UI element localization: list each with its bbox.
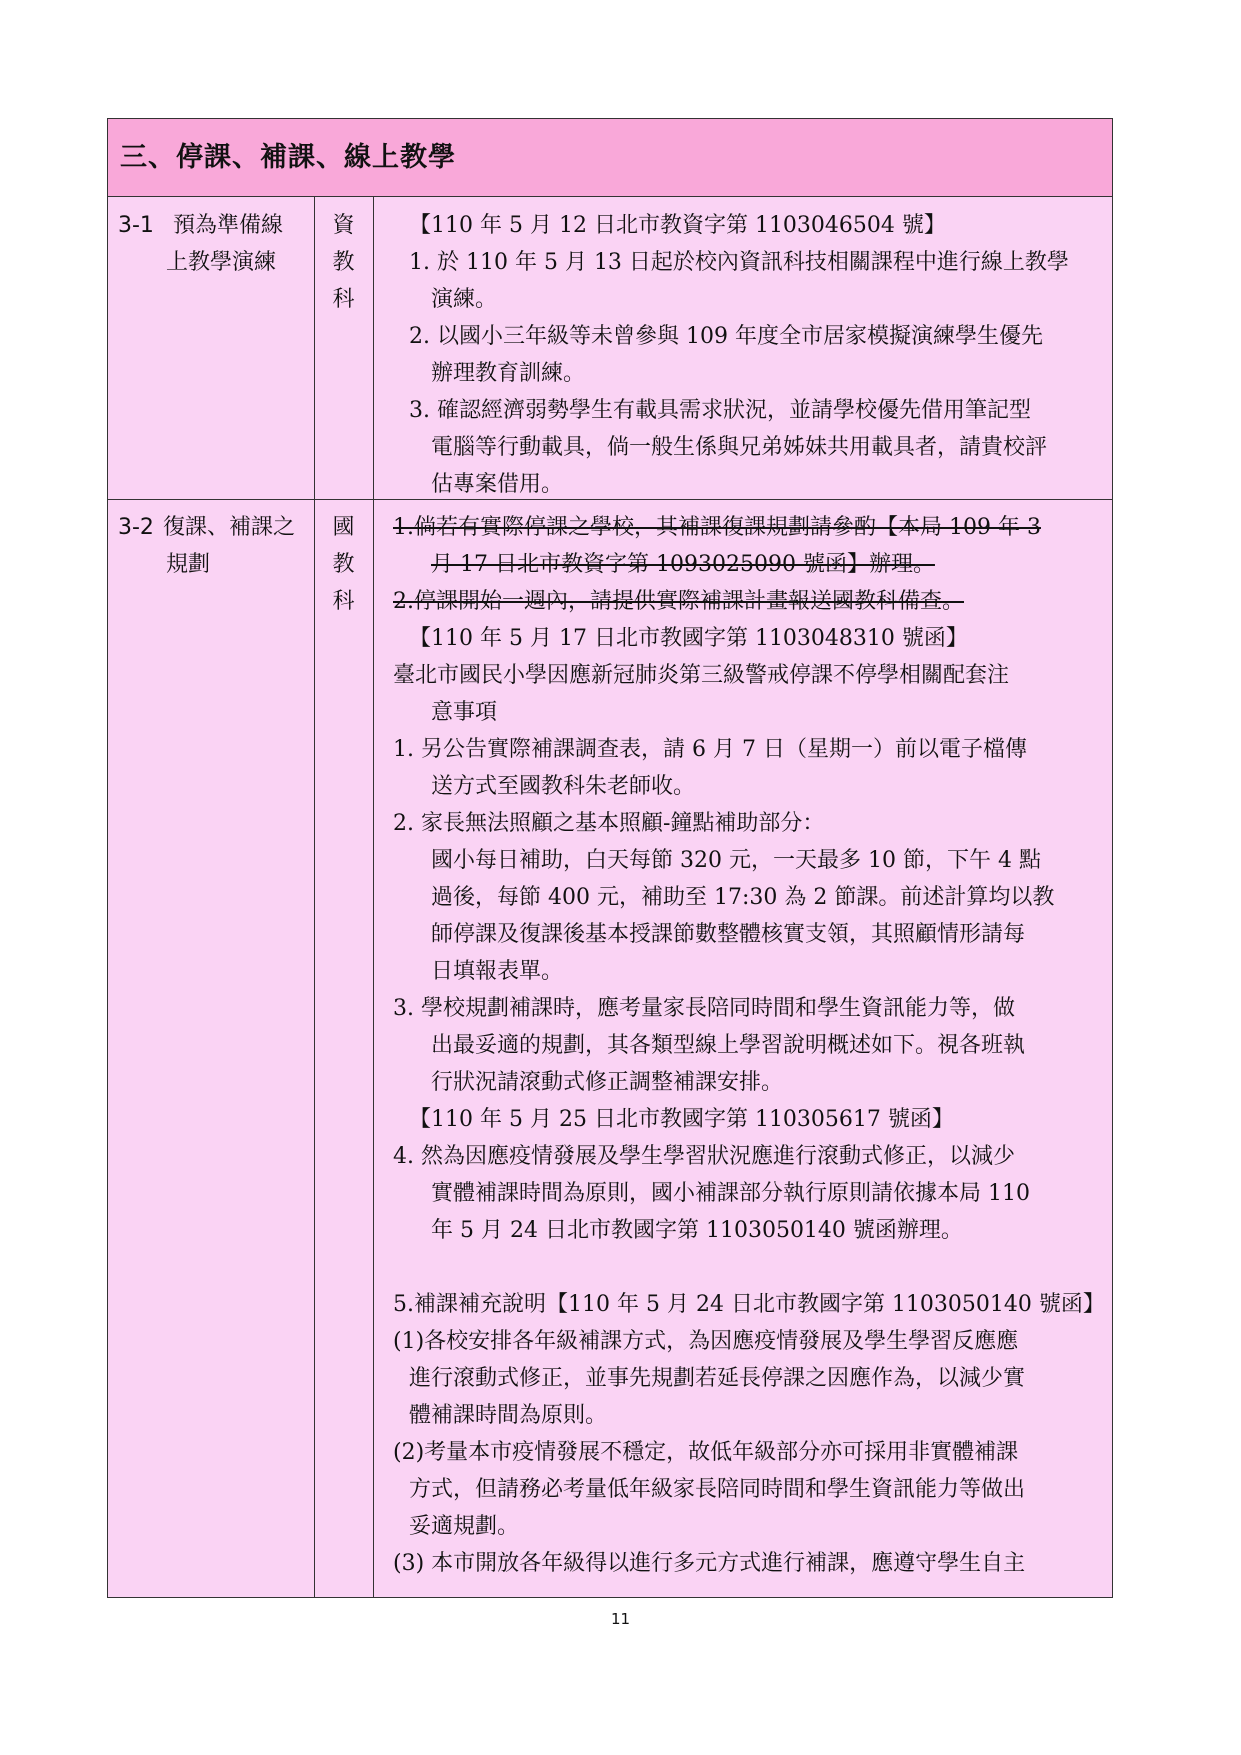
content-line: 師停課及復課後基本授課節數整體核實支領，其照顧情形請每 (431, 922, 1026, 947)
content-line: 【110 年 5 月 17 日北市教國字第 1103048310 號函】 (409, 626, 968, 651)
dept-char: 教 (332, 250, 355, 275)
struck-content-line: 月 17 日北市教資字第 1093025090 號函】辦理。 (431, 552, 935, 577)
content-line: 年 5 月 24 日北市教國字第 1103050140 號函辦理。 (431, 1218, 963, 1243)
content-line: 2. 家長無法照顧之基本照顧-鐘點補助部分： (393, 811, 825, 836)
content-line: 實體補課時間為原則，國小補課部分執行原則請依據本局 110 (431, 1181, 1030, 1206)
content-line: 【110 年 5 月 12 日北市教資字第 1103046504 號】 (409, 213, 946, 238)
row-3-2-content (393, 509, 1105, 1582)
struck-content-line: 2.停課開始一週內，請提供實際補課計畫報送國教科備查。 (393, 589, 964, 614)
row-3-2-item-cell (118, 509, 308, 583)
row-3-1-item-title-line2: 上教學演練 (166, 250, 277, 275)
column-divider-dept (373, 197, 374, 1597)
dept-char: 科 (332, 287, 355, 312)
content-line: 演練。 (431, 287, 498, 312)
content-line: 體補課時間為原則。 (409, 1403, 608, 1428)
content-line: (2)考量本市疫情發展不穩定，故低年級部分亦可採用非實體補課 (393, 1440, 1019, 1465)
content-line: 過後，每節 400 元，補助至 17:30 為 2 節課。前述計算均以教 (431, 885, 1055, 910)
dept-char: 科 (332, 589, 355, 614)
content-line: 電腦等行動載具，倘一般生係與兄弟姊妹共用載具者，請貴校評 (431, 435, 1048, 460)
content-line: 2. 以國小三年級等未曾參與 109 年度全市居家模擬演練學生優先 (409, 324, 1043, 349)
content-line: 4. 然為因應疫情發展及學生學習狀況應進行滾動式修正，以減少 (393, 1144, 1015, 1169)
row-3-1-item-number: 3-1 (118, 213, 154, 238)
content-line: 意事項 (431, 700, 498, 725)
content-line: 出最妥適的規劃，其各類型線上學習說明概述如下。視各班執 (431, 1033, 1026, 1058)
struck-content-line: 1.倘若有實際停課之學校，其補課復課規劃請參酌【本局 109 年 3 (393, 515, 1041, 540)
blank-line (393, 1249, 1101, 1286)
content-line: 估專案借用。 (431, 472, 564, 497)
row-3-1-item-title-line1: 預為準備線 (172, 213, 283, 238)
row-3-1-dept-cell (314, 207, 373, 318)
content-line: 1. 於 110 年 5 月 13 日起於校內資訊科技相關課程中進行線上教學 (409, 250, 1069, 275)
content-line: 辦理教育訓練。 (431, 361, 586, 386)
content-line: 方式，但請務必考量低年級家長陪同時間和學生資訊能力等做出 (409, 1477, 1026, 1502)
content-line: 3. 確認經濟弱勢學生有載具需求狀況，並請學校優先借用筆記型 (409, 398, 1031, 423)
content-line: 送方式至國教科朱老師收。 (431, 774, 696, 799)
content-line: 3. 學校規劃補課時，應考量家長陪同時間和學生資訊能力等，做 (393, 996, 1015, 1021)
row-3-1-item-cell (118, 207, 308, 281)
page-number: 11 (610, 1610, 631, 1628)
content-line: (3) 本市開放各年級得以進行多元方式進行補課，應遵守學生自主 (393, 1551, 1026, 1576)
content-line: 1. 另公告實際補課調查表，請 6 月 7 日（星期一）前以電子檔傳 (393, 737, 1027, 762)
row-3-2-dept-cell (314, 509, 373, 620)
row-3-2-item-title-line2: 規劃 (166, 552, 211, 577)
content-line: 日填報表單。 (431, 959, 564, 984)
content-line: 國小每日補助，白天每節 320 元，一天最多 10 節，下午 4 點 (431, 848, 1041, 873)
content-line: (1)各校安排各年級補課方式，為因應疫情發展及學生學習反應應 (393, 1329, 1019, 1354)
dept-char: 國 (332, 515, 355, 540)
content-line: 進行滾動式修正，並事先規劃若延長停課之因應作為，以減少實 (409, 1366, 1026, 1391)
document-table (107, 118, 1113, 1598)
section-header: 三、停課、補課、線上教學 (108, 119, 1112, 197)
content-line: 5.補課補充說明【110 年 5 月 24 日北市教國字第 1103050140 號函】 (393, 1292, 1105, 1317)
column-divider-item (314, 197, 315, 1597)
content-line: 妥適規劃。 (409, 1514, 520, 1539)
content-line: 行狀況請滾動式修正調整補課安排。 (431, 1070, 784, 1095)
dept-char: 教 (332, 552, 355, 577)
row-3-2-item-number: 3-2 (118, 515, 154, 540)
row-3-2-item-title-line1: 復課、補課之 (162, 515, 295, 540)
content-line: 【110 年 5 月 25 日北市教國字第 110305617 號函】 (409, 1107, 954, 1132)
dept-char: 資 (332, 213, 355, 238)
content-line: 臺北市國民小學因應新冠肺炎第三級警戒停課不停學相關配套注 (393, 663, 1010, 688)
row-3-1-content (393, 207, 1101, 503)
